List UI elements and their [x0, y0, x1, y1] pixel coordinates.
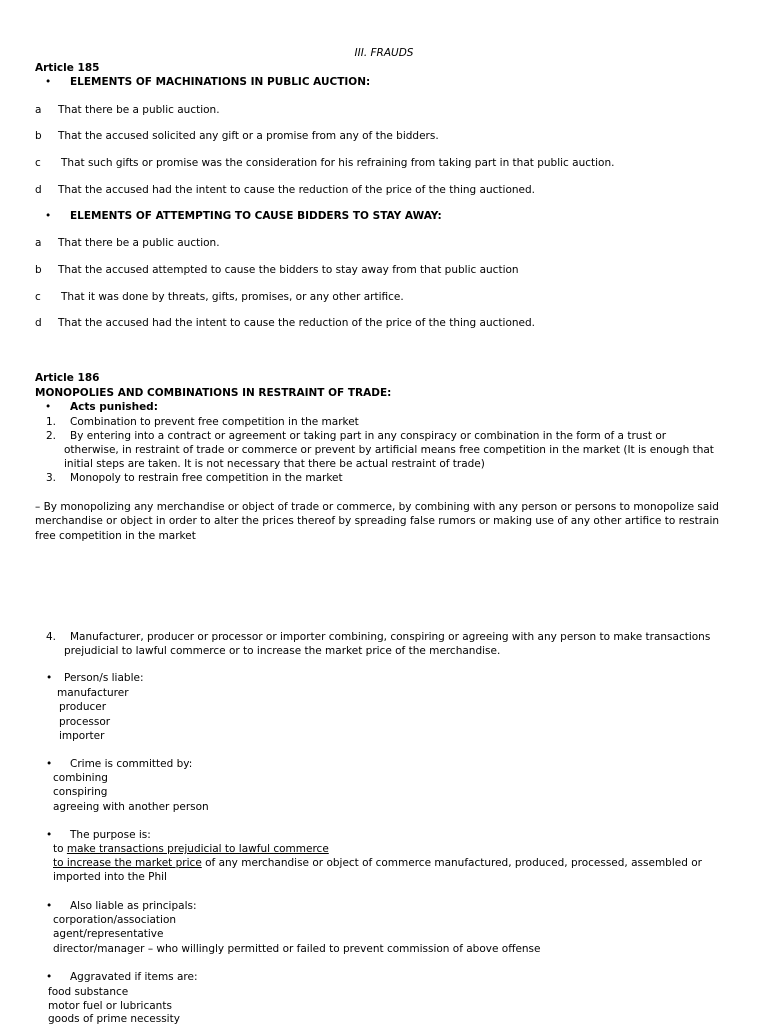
list-item: food substance: [48, 986, 129, 998]
list-item: agent/representative: [53, 928, 164, 940]
bullet-icon: •: [45, 76, 52, 88]
paragraph-line: merchandise or object in order to alter the prices thereof by spreading false rumors or making use of any other artifice to restrain: [35, 515, 720, 527]
list-item: combining: [53, 772, 108, 784]
list-item: agreeing with another person: [53, 801, 209, 813]
acts-punished-label: Acts punished:: [70, 401, 158, 413]
list-marker: c: [35, 291, 41, 303]
machinations-heading: ELEMENTS OF MACHINATIONS IN PUBLIC AUCTION:: [70, 76, 371, 88]
list-marker: 3.: [46, 472, 57, 484]
list-item: corporation/association: [53, 914, 177, 926]
purpose-prefix: to: [53, 843, 67, 855]
bullet-icon: •: [45, 401, 52, 413]
bullet-icon: •: [46, 672, 53, 684]
list-item-cont: otherwise, in restraint of trade or commerce or prevent by artificial means free competition in the market (It is enough that: [64, 444, 714, 456]
list-marker: b: [35, 130, 42, 142]
list-item-cont: initial steps are taken. It is not necessary that there be actual restraint of trade): [64, 458, 485, 470]
list-marker: a: [35, 237, 42, 249]
stay-away-heading: ELEMENTS OF ATTEMPTING TO CAUSE BIDDERS TO STAY AWAY:: [70, 210, 442, 222]
list-item: director/manager – who willingly permitted or failed to prevent commission of above offense: [53, 943, 541, 955]
list-item-cont: prejudicial to lawful commerce or to increase the market price of the merchandise.: [64, 645, 501, 657]
purpose-underlined: to increase the market price: [53, 857, 202, 869]
list-marker: b: [35, 264, 42, 276]
article-185-heading: Article 185: [35, 62, 100, 74]
bullet-icon: •: [46, 971, 53, 983]
persons-liable-label: Person/s liable:: [64, 672, 144, 684]
list-item: That the accused attempted to cause the bidders to stay away from that public auction: [58, 264, 519, 276]
bullet-icon: •: [46, 900, 53, 912]
list-marker: 1.: [46, 416, 57, 428]
list-item: That such gifts or promise was the consideration for his refraining from taking part in that public auction.: [61, 157, 615, 169]
list-item: conspiring: [53, 786, 108, 798]
list-item: That there be a public auction.: [58, 237, 220, 249]
article-186-heading: Article 186: [35, 372, 100, 384]
list-marker: 4.: [46, 631, 57, 643]
list-item: Combination to prevent free competition in the market: [70, 416, 359, 428]
list-item: That it was done by threats, gifts, promises, or any other artifice.: [61, 291, 404, 303]
aggravated-label: Aggravated if items are:: [70, 971, 198, 983]
purpose-suffix: of any merchandise or object of commerce manufactured, produced, processed, assembled or: [201, 857, 702, 869]
purpose-line-2: [53, 856, 702, 870]
principals-label: Also liable as principals:: [70, 900, 197, 912]
purpose-label: The purpose is:: [70, 829, 151, 841]
list-marker: 2.: [46, 430, 57, 442]
paragraph-line: – By monopolizing any merchandise or object of trade or commerce, by combining with any person or persons to monopolize said: [35, 501, 719, 513]
list-item: That the accused solicited any gift or a promise from any of the bidders.: [58, 130, 439, 142]
list-item: goods of prime necessity: [48, 1013, 180, 1025]
list-item: That the accused had the intent to cause the reduction of the price of the thing auctioned.: [58, 184, 535, 196]
list-marker: c: [35, 157, 41, 169]
list-marker: d: [35, 184, 42, 196]
list-item: processor: [59, 716, 111, 728]
list-item: producer: [59, 701, 107, 713]
section-title: III. FRAUDS: [354, 47, 414, 59]
list-item: Monopoly to restrain free competition in the market: [70, 472, 343, 484]
bullet-icon: •: [46, 758, 53, 770]
list-item: That there be a public auction.: [58, 104, 220, 116]
crime-committed-label: Crime is committed by:: [70, 758, 193, 770]
list-item: motor fuel or lubricants: [48, 1000, 172, 1012]
list-marker: d: [35, 317, 42, 329]
list-item: importer: [59, 730, 105, 742]
list-item: manufacturer: [57, 687, 129, 699]
paragraph-line: free competition in the market: [35, 530, 196, 542]
bullet-icon: •: [46, 829, 53, 841]
list-marker: a: [35, 104, 42, 116]
purpose-underlined: make transactions prejudicial to lawful commerce: [66, 843, 329, 855]
monopolies-heading: MONOPOLIES AND COMBINATIONS IN RESTRAINT OF TRADE:: [35, 387, 392, 399]
purpose-line-1: [53, 842, 329, 856]
bullet-icon: •: [45, 210, 52, 222]
list-item: By entering into a contract or agreement or taking part in any conspiracy or combination in the form of a trust or: [70, 430, 667, 442]
purpose-line-3: imported into the Phil: [53, 871, 167, 883]
list-item: Manufacturer, producer or processor or importer combining, conspiring or agreeing with any person to make transactions: [70, 631, 711, 643]
list-item: That the accused had the intent to cause the reduction of the price of the thing auctioned.: [58, 317, 535, 329]
